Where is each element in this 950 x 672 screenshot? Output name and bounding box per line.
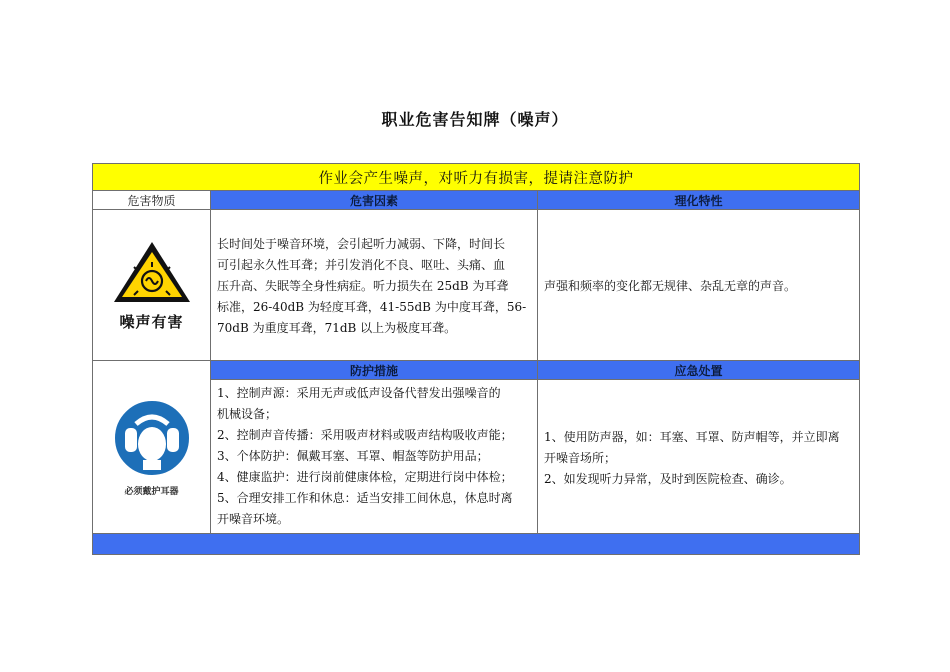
physical-properties-text: 声强和频率的变化都无规律、杂乱无章的声音。	[538, 210, 860, 361]
label-emergency-response: 应急处置	[538, 361, 860, 380]
noise-warning-sign	[93, 210, 211, 361]
noise-sign-caption: 噪声有害	[119, 312, 184, 331]
content-row-1	[93, 210, 860, 361]
warning-banner: 作业会产生噪声，对听力有损害，提请注意防护	[93, 164, 860, 191]
ear-protection-caption: 必须戴护耳器	[124, 486, 179, 497]
page-title: 职业危害告知牌（噪声）	[381, 110, 569, 129]
label-physical-properties: 理化特性	[538, 191, 860, 210]
protection-line: 机械设备；	[217, 407, 278, 421]
emergency-response-text	[538, 380, 860, 534]
protection-line: 3、个体防护：佩戴耳塞、耳罩、帽盔等防护用品；	[217, 449, 489, 463]
header-row-2	[93, 361, 860, 380]
protection-line: 4、健康监护：进行岗前健康体检，定期进行岗中体检；	[217, 470, 513, 484]
emergency-line: 2、如发现听力异常，及时到医院检查、确诊。	[544, 471, 792, 486]
factors-line: 压升高、失眠等全身性病症。听力损失在 25dB 为耳聋	[217, 279, 509, 293]
emergency-line: 1、使用防声器，如：耳塞、耳罩、防声帽等，并立即离	[544, 429, 840, 444]
protection-line: 2、控制声音传播：采用吸声材料或吸声结构吸收声能；	[217, 428, 513, 442]
hazard-notice-table	[92, 163, 860, 555]
protection-measures-text	[211, 380, 538, 534]
protection-line: 1、控制声源：采用无声或低声设备代替发出强噪音的	[217, 386, 501, 400]
protection-line: 开噪音环境。	[217, 512, 290, 526]
emergency-line: 开噪音场所；	[544, 450, 617, 465]
footer-bar	[93, 534, 860, 555]
label-protection-measures: 防护措施	[211, 361, 538, 380]
factors-line: 标准，26-40dB 为轻度耳聋，41-55dB 为中度耳聋，56-	[217, 300, 527, 314]
hazard-factors-text	[211, 210, 538, 361]
factors-line: 长时间处于噪音环境，会引起听力减弱、下降，时间长	[217, 237, 506, 251]
ear-protection-sign	[93, 361, 211, 534]
protection-line: 5、合理安排工作和休息：适当安排工间休息，休息时离	[217, 491, 513, 505]
factors-line: 可引起永久性耳聋；并引发消化不良、呕吐、头痛、血	[217, 258, 506, 272]
factors-line: 70dB 为重度耳聋，71dB 以上为极度耳聋。	[217, 321, 457, 335]
footer-row	[93, 534, 860, 555]
banner-row	[93, 164, 860, 191]
ear-protection-icon	[112, 398, 192, 478]
noise-warning-icon	[110, 239, 194, 305]
label-hazard-factors: 危害因素	[211, 191, 538, 210]
label-hazard-substance: 危害物质	[93, 191, 211, 210]
header-row-1	[93, 191, 860, 210]
